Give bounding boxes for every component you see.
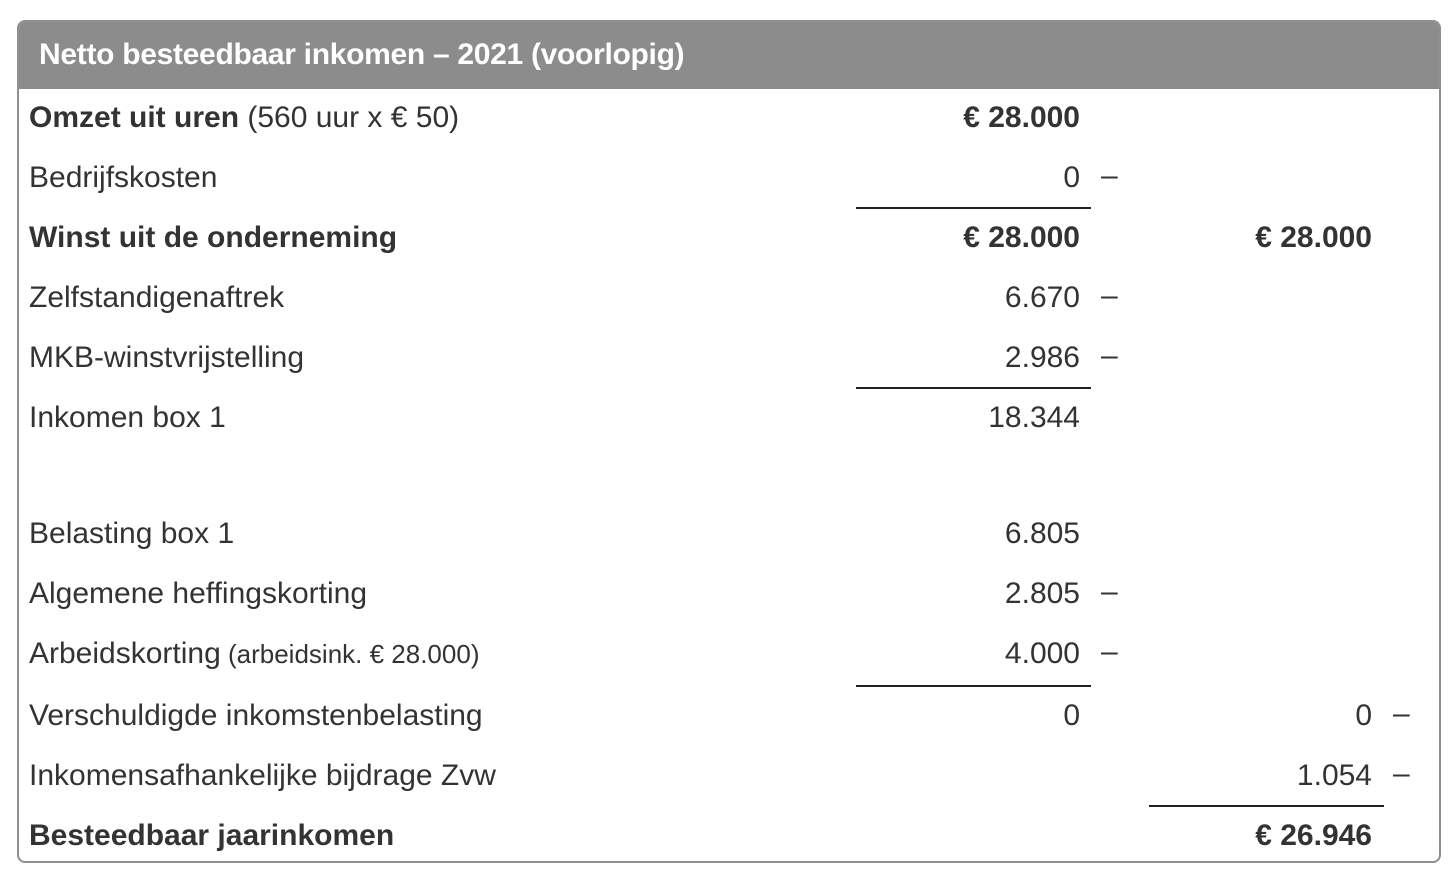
col1-value: 18.344 — [988, 401, 1080, 434]
row-label: MKB-winstvrijstelling — [29, 341, 305, 374]
income-table — [17, 20, 1441, 863]
minus-sign: – — [1393, 697, 1410, 730]
row-label: Algemene heffingskorting — [29, 577, 367, 610]
minus-sign: – — [1101, 635, 1118, 668]
row-label: Bedrijfskosten — [29, 161, 218, 194]
row-label: Besteedbaar jaarinkomen — [29, 819, 395, 852]
table-row-verschuldigde-ib — [19, 687, 1439, 747]
table-row-zelfstandigenaftrek — [19, 269, 1439, 329]
col1-value: 0 — [1063, 699, 1080, 732]
table-row-heffingskorting — [19, 565, 1439, 625]
table-row-zvw — [19, 747, 1439, 807]
table-header — [19, 22, 1439, 89]
col2-value: 1.054 — [1296, 759, 1372, 792]
row-label: Inkomen box 1 — [29, 401, 226, 434]
table-row-omzet — [19, 89, 1439, 149]
table-title: Netto besteedbaar inkomen – 2021 (voorlopig) — [39, 38, 685, 71]
row-label: Winst uit de onderneming — [29, 221, 398, 254]
row-label: Verschuldigde inkomstenbelasting — [29, 699, 483, 732]
col1-value: 6.805 — [1004, 517, 1080, 550]
col2-value: € 26.946 — [1255, 819, 1372, 852]
col2-value: € 28.000 — [1255, 221, 1372, 254]
row-label: Omzet uit uren (560 uur x € 50) — [29, 101, 460, 134]
table-row-belasting-box1 — [19, 505, 1439, 565]
col1-value: 4.000 — [1004, 637, 1080, 670]
table-row-winst — [19, 209, 1439, 269]
minus-sign: – — [1101, 279, 1118, 312]
col1-value: 2.986 — [1004, 341, 1080, 374]
row-label: Inkomensafhankelijke bijdrage Zvw — [29, 759, 496, 792]
minus-sign: – — [1101, 159, 1118, 192]
table-row-inkomen-box1 — [19, 389, 1439, 449]
minus-sign: – — [1101, 575, 1118, 608]
col2-value: 0 — [1355, 699, 1372, 732]
col1-value: 6.670 — [1004, 281, 1080, 314]
minus-sign: – — [1101, 339, 1118, 372]
row-label: Zelfstandigenaftrek — [29, 281, 285, 314]
minus-sign: – — [1393, 757, 1410, 790]
table-row-arbeidskorting — [19, 625, 1439, 685]
col1-value: € 28.000 — [963, 101, 1080, 134]
row-label: Belasting box 1 — [29, 517, 235, 550]
col1-value: € 28.000 — [963, 221, 1080, 254]
col1-value: 0 — [1063, 161, 1080, 194]
row-label: Arbeidskorting (arbeidsink. € 28.000) — [29, 637, 480, 670]
table-row-besteedbaar — [19, 807, 1439, 863]
table-row-bedrijfskosten — [19, 149, 1439, 209]
col1-value: 2.805 — [1004, 577, 1080, 610]
table-row-mkb — [19, 329, 1439, 389]
